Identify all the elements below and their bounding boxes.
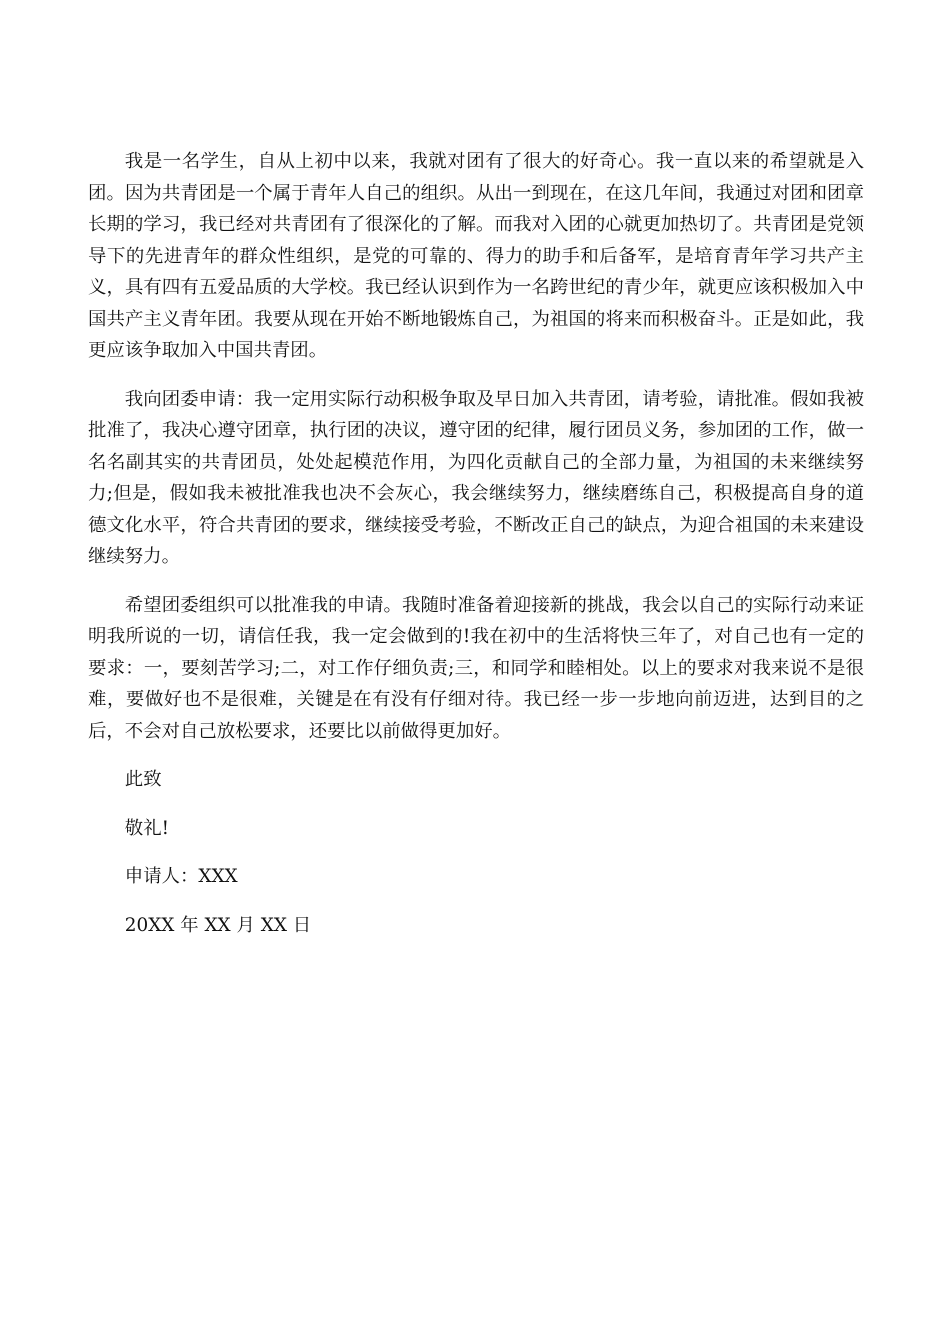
closing-text: 此致: [124, 769, 162, 790]
applicant-signature: 申请人：XXX: [124, 866, 238, 887]
salute-text: 敬礼!: [124, 817, 169, 839]
paragraph-1: 我是一名学生，自从上初中以来，我就对团有了很大的好奇心。我一直以来的希望就是入团。因为共青团是一个属于青年人自己的组织。从出一到现在，在这几年间，我通过对团和团章长期的学习，我已经对共青团有了很深化的了解。而我对入团的心就更加热切了。共青团是党领导下的先进青年的群众性组织，是党的可靠的、得力的助手和后备军，是培育青年学习共产主义，具有四有五爱品质的大学校。我已经认识到作为一名跨世纪的青少年，就更应该积极加入中国共产主义青年团。我要从现在开始不断地锻炼自己，为祖国的将来而积极奋斗。正是如此，我更应该争取加入中国共青团。: [88, 151, 864, 361]
letter-body: [88, 146, 864, 958]
date-line: 20XX 年 XX 月 XX 日: [124, 914, 312, 936]
paragraph-3: 希望团委组织可以批准我的申请。我随时准备着迎接新的挑战，我会以自己的实际行动来证明我所说的一切，请信任我，我一定会做到的!我在初中的生活将快三年了，对自己也有一定的要求：一，要刻苦学习;二，对工作仔细负责;三，和同学和睦相处。以上的要求对我来说不是很难，要做好也不是很难，关键是在有没有仔细对待。我已经一步一步地向前迈进，达到目的之后，不会对自己放松要求，还要比以前做得更加好。: [88, 594, 864, 742]
paragraph-2: 我向团委申请：我一定用实际行动积极争取及早日加入共青团，请考验，请批准。假如我被批准了，我决心遵守团章，执行团的决议，遵守团的纪律，履行团员义务，参加团的工作，做一名名副其实的共青团员，处处起模范作用，为四化贡献自己的全部力量，为祖国的未来继续努力;但是，假如我未被批准我也决不会灰心，我会继续努力，继续磨练自己，积极提高自身的道德文化水平，符合共青团的要求，继续接受考验，不断改正自己的缺点，为迎合祖国的未来建设继续努力。: [88, 388, 864, 567]
